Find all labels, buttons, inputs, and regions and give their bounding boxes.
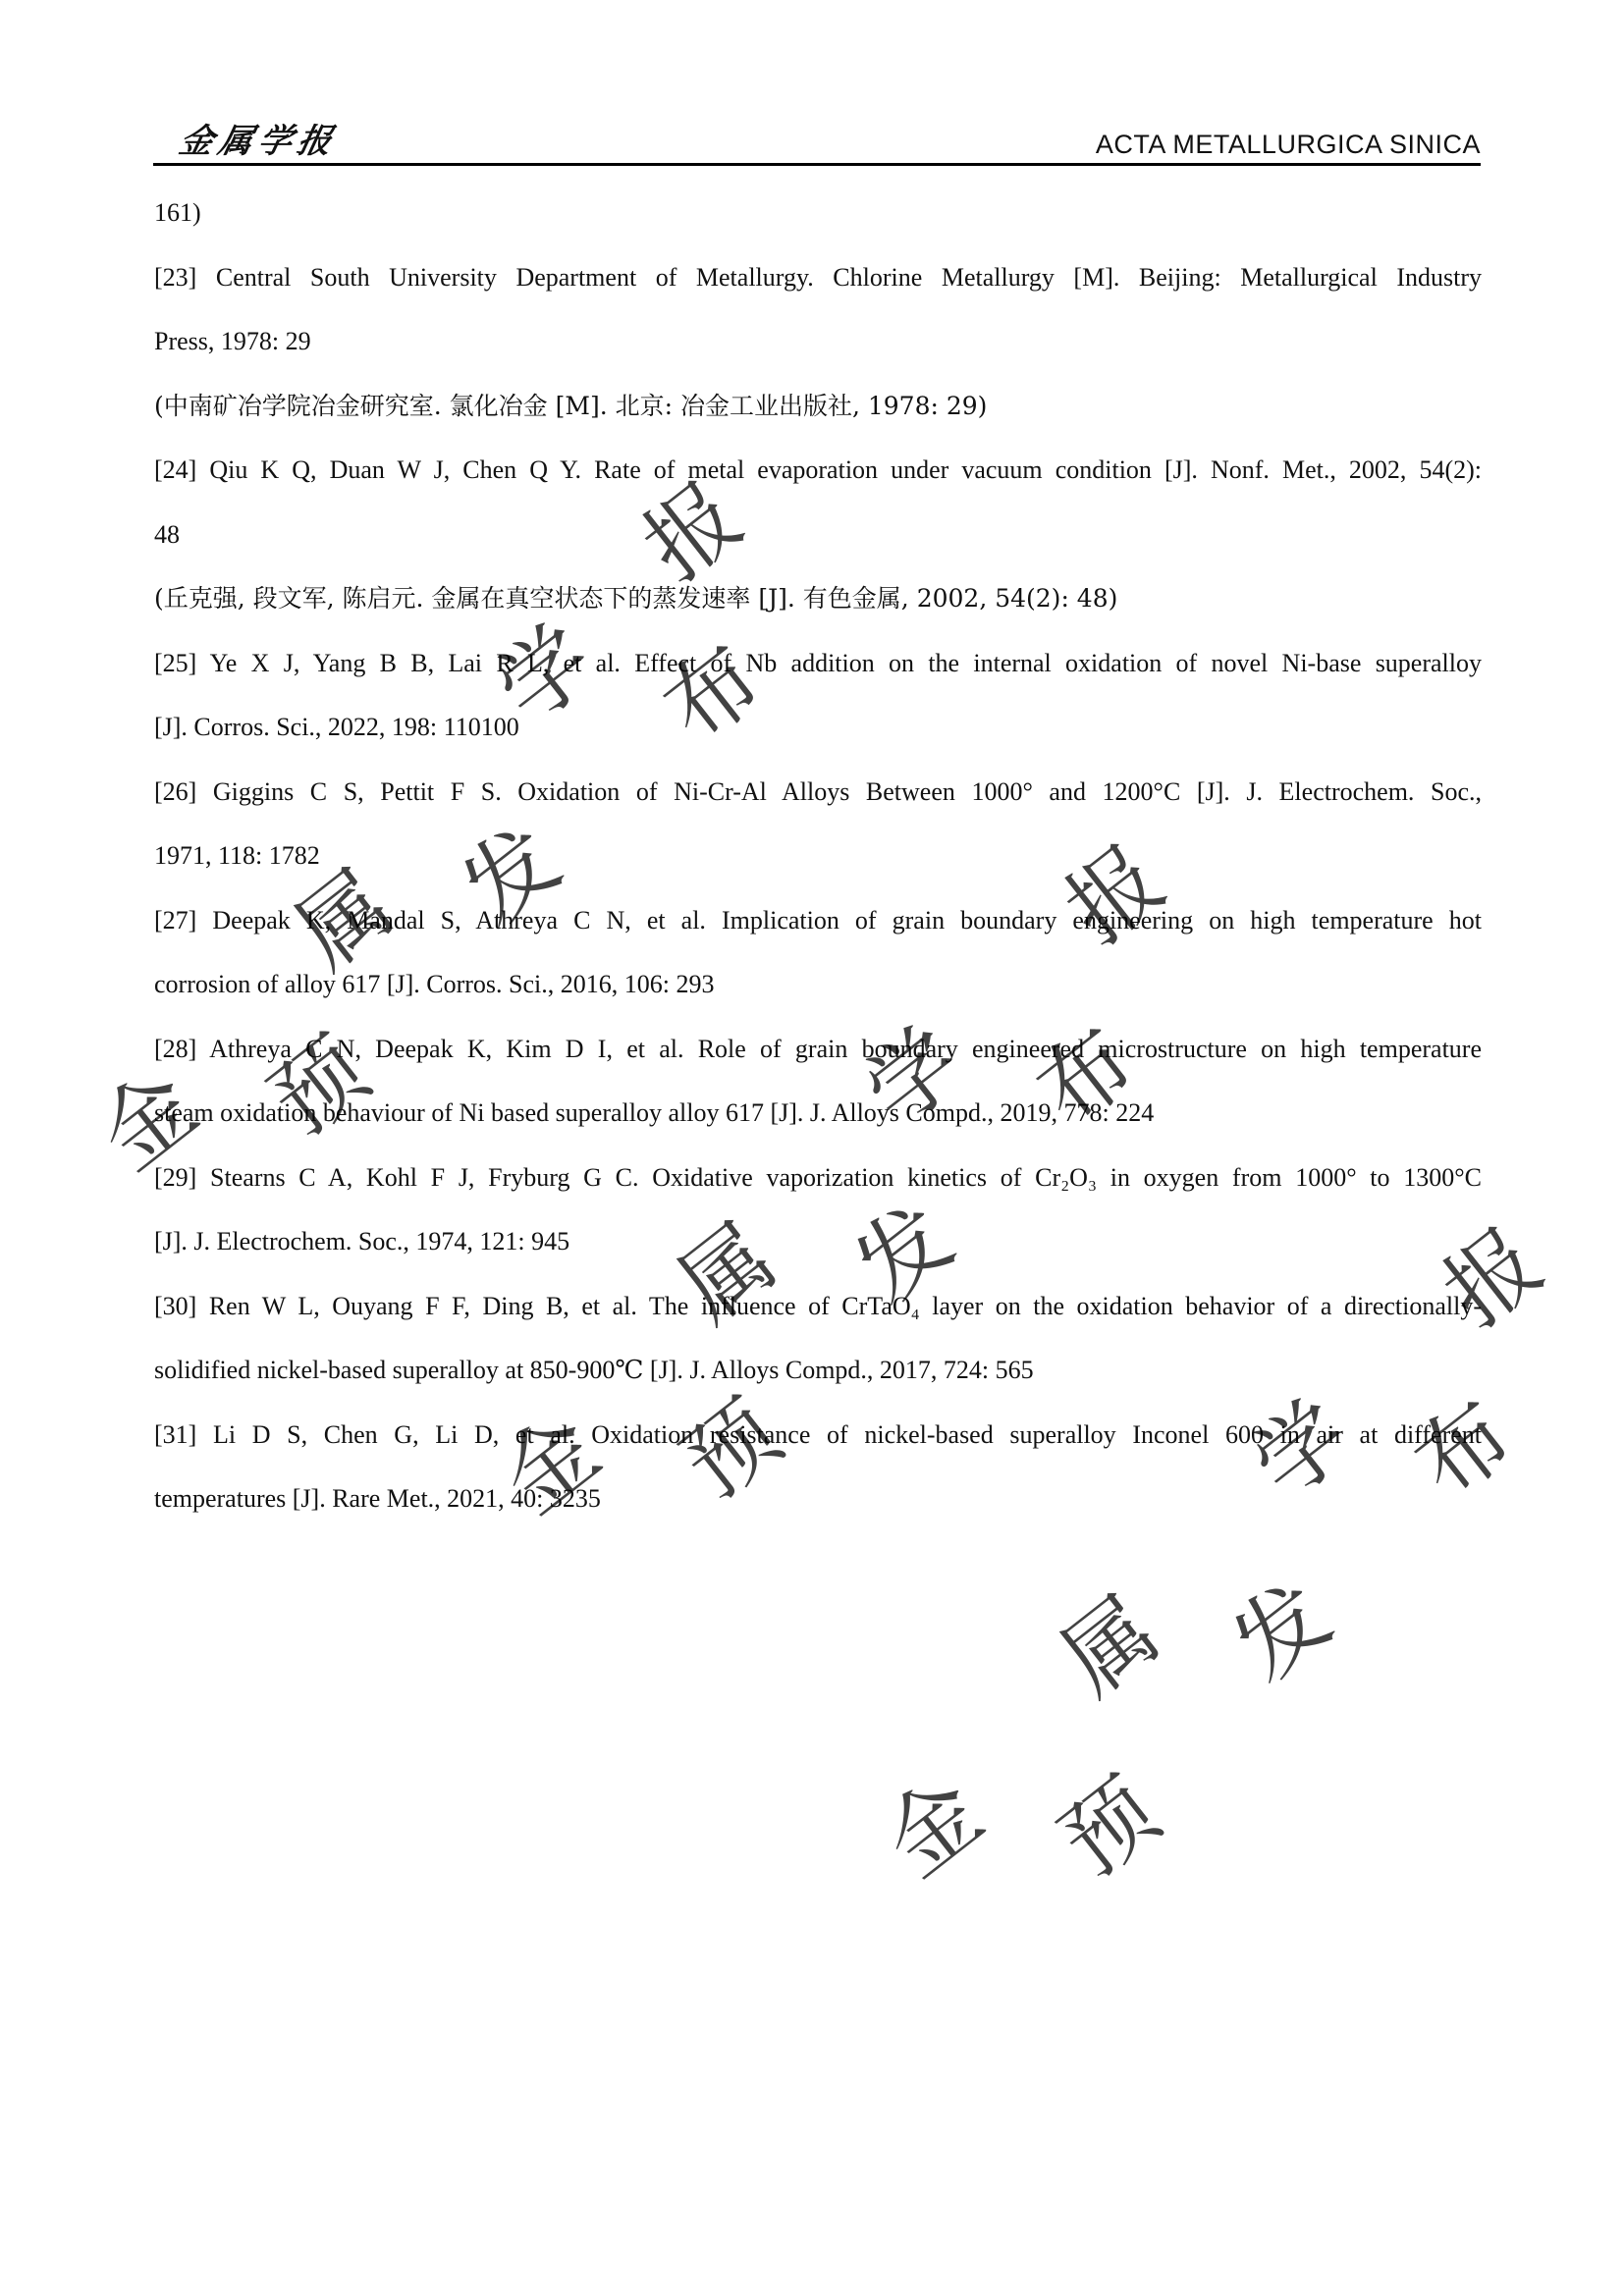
ref-line: [31] Li D S, Chen G, Li D, et al. Oxidation resistance of nickel-based superalloy Inconel 600 in air at different	[154, 1419, 1482, 1449]
ref-line: [27] Deepak K, Mandal S, Athreya C N, et al. Implication of grain boundary engineering on high temperature hot	[154, 905, 1482, 934]
journal-title-en: ACTA METALLURGICA SINICA	[1095, 130, 1481, 159]
watermark-char: 发	[1214, 1562, 1350, 1701]
watermark-char: 属	[1042, 1576, 1178, 1716]
ref-line: Press, 1978: 29	[154, 327, 311, 355]
watermark-char: 属	[659, 1203, 795, 1343]
watermark-char: 学	[1233, 1380, 1370, 1520]
watermark-char: 发	[836, 1184, 972, 1323]
ref-line: corrosion of alloy 617 [J]. Corros. Sci., 2016, 106: 293	[154, 970, 715, 998]
ref-line: 161)	[154, 198, 201, 227]
ref-line: [26] Giggins C S, Pettit F S. Oxidation of Ni-Cr-Al Alloys Between 1000° and 1200°C [J]. J. Electrochem. Soc.,	[154, 776, 1482, 806]
watermark-char: 预	[664, 1380, 800, 1520]
ref-line: [25] Ye X J, Yang B B, Lai R L, et al. Effect of Nb addition on the internal oxidation of novel Ni-base superalloy	[154, 648, 1482, 677]
watermark-char: 布	[1017, 1007, 1154, 1147]
watermark-char: 布	[644, 624, 781, 764]
watermark-char: 学	[845, 1007, 982, 1147]
watermark-char: 报	[624, 462, 761, 602]
journal-logo-cn: 金属学报	[176, 122, 342, 161]
ref-line: [30] Ren W L, Ouyang F F, Ding B, et al. The influence of CrTaO₄ layer on the oxidation behavior of a directionally-	[154, 1291, 1482, 1320]
watermark-char: 预	[1042, 1758, 1178, 1897]
ref-line-cn: (中南矿冶学院冶金研究室. 氯化冶金 [M]. 北京: 冶金工业出版社, 1978: 29)	[154, 391, 988, 420]
watermark-char: 金	[80, 1051, 216, 1191]
watermark-char: 金	[865, 1758, 1001, 1897]
ref-line-cn: (丘克强, 段文军, 陈启元. 金属在真空状态下的蒸发速率 [J]. 有色金属, 2002, 54(2): 48)	[154, 584, 1118, 613]
watermark-char: 属	[276, 850, 412, 989]
watermark-char: 金	[482, 1395, 619, 1534]
ref-line: temperatures [J]. Rare Met., 2021, 40: 3235	[154, 1484, 601, 1513]
watermark-char: 学	[477, 605, 614, 744]
ref-line: steam oxidation behaviour of Ni based superalloy alloy 617 [J]. J. Alloys Compd., 2019, 778: 224	[154, 1098, 1155, 1127]
ref-line: [29] Stearns C A, Kohl F J, Fryburg G C. Oxidative vaporization kinetics of Cr₂O₃ in oxygen from 1000° to 1300°C	[154, 1162, 1482, 1192]
watermark-char: 发	[443, 806, 579, 945]
ref-line: [24] Qiu K Q, Duan W J, Chen Q Y. Rate of metal evaporation under vacuum condition [J]. Nonf. Met., 2002, 54(2):	[154, 455, 1482, 484]
reference-list	[154, 190, 1482, 1541]
ref-line: 48	[154, 519, 180, 549]
watermark-char: 布	[1395, 1380, 1532, 1520]
ref-line: [23] Central South University Department of Metallurgy. Chlorine Metallurgy [M]. Beijing: Metallurgical Industry	[154, 262, 1482, 292]
watermark-char: 预	[251, 1017, 388, 1156]
header-rule	[153, 163, 1481, 166]
ref-line: 1971, 118: 1782	[154, 841, 320, 870]
ref-line: [28] Athreya C N, Deepak K, Kim D I, et al. Role of grain boundary engineered microstructure on high temperature	[154, 1034, 1482, 1063]
ref-line: [J]. J. Electrochem. Soc., 1974, 121: 945	[154, 1227, 570, 1255]
watermark-char: 报	[1047, 826, 1183, 965]
watermark-char: 报	[1425, 1208, 1561, 1348]
ref-line: solidified nickel-based superalloy at 850-900℃ [J]. J. Alloys Compd., 2017, 724: 565	[154, 1356, 1034, 1384]
ref-line: [J]. Corros. Sci., 2022, 198: 110100	[154, 713, 519, 741]
page-header	[153, 110, 1481, 167]
